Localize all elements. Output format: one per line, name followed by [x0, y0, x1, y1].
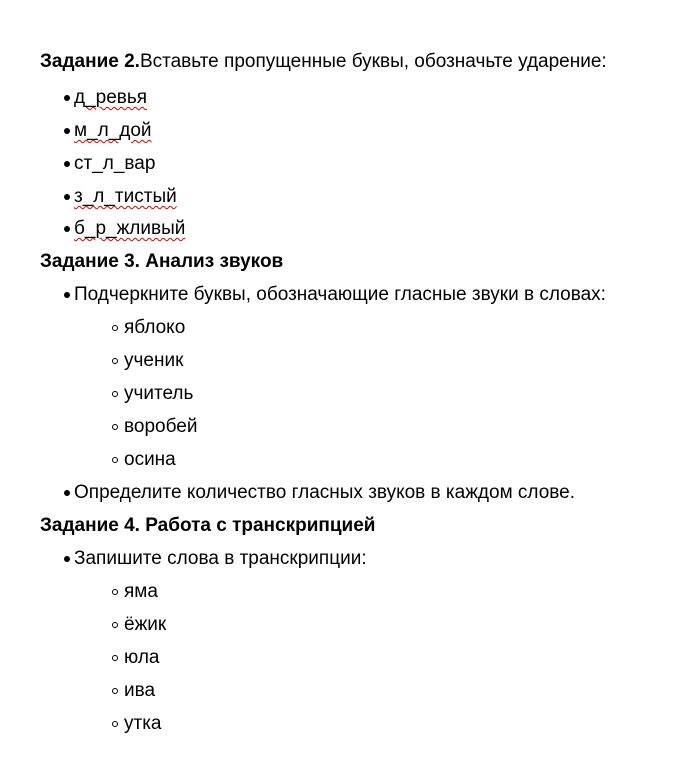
task3-heading — [40, 250, 283, 274]
task3-word-item — [112, 349, 183, 373]
bullet-icon — [64, 226, 70, 232]
bullet-icon — [64, 194, 70, 200]
bullet-icon — [64, 490, 70, 496]
task2-list-item — [64, 152, 155, 176]
bullet-icon — [64, 95, 70, 101]
task4-heading — [40, 514, 375, 538]
task4-word-item — [112, 712, 162, 736]
circle-bullet-icon — [112, 655, 118, 661]
task3-word: яблоко — [124, 317, 186, 338]
task4-title: Задание 4. Работа с транскрипцией — [40, 515, 376, 536]
task3-word-item — [112, 415, 197, 439]
task3-word: учитель — [124, 383, 194, 404]
task4-word-item — [112, 646, 160, 670]
task4-word-item — [112, 613, 166, 637]
task2-list-item — [64, 217, 185, 241]
task4-word: яма — [124, 581, 158, 602]
task2-word: м_л_дой — [74, 120, 152, 141]
task3-word: осина — [124, 449, 176, 470]
task3-word-item — [112, 448, 176, 472]
task4-instruction — [64, 547, 367, 571]
task3-word-item — [112, 316, 185, 340]
task2-heading — [40, 50, 607, 74]
task4-word: ива — [124, 680, 156, 701]
circle-bullet-icon — [112, 424, 118, 430]
circle-bullet-icon — [112, 622, 118, 628]
task4-word-item — [112, 580, 158, 604]
task2-title-rest: Вставьте пропущенные буквы, обозначьте ударение: — [139, 51, 607, 72]
task3-title: Задание 3. Анализ звуков — [40, 251, 284, 272]
task4-word: ёжик — [124, 614, 167, 635]
task3-word: ученик — [124, 350, 184, 371]
task4-word: утка — [124, 713, 162, 734]
task2-title-bold: Задание 2. — [40, 51, 140, 72]
task2-list-item — [64, 86, 147, 110]
task4-instruction-text: Запишите слова в транскрипции: — [74, 548, 367, 569]
task3-instruction-text: Определите количество гласных звуков в каждом слове. — [74, 482, 576, 503]
task2-list-item — [64, 119, 152, 143]
task4-word-item — [112, 679, 155, 703]
bullet-icon — [64, 128, 70, 134]
task2-word: д_ревья — [74, 87, 148, 108]
circle-bullet-icon — [112, 721, 118, 727]
task3-word: воробей — [124, 416, 198, 437]
bullet-icon — [64, 292, 70, 298]
circle-bullet-icon — [112, 358, 118, 364]
circle-bullet-icon — [112, 688, 118, 694]
task2-word: з_л_тистый — [74, 186, 177, 207]
bullet-icon — [64, 556, 70, 562]
task3-word-item — [112, 382, 193, 406]
task2-list-item — [64, 185, 177, 209]
circle-bullet-icon — [112, 391, 118, 397]
circle-bullet-icon — [112, 457, 118, 463]
task3-instruction-text: Подчеркните буквы, обозначающие гласные звуки в словах: — [74, 284, 606, 305]
task4-word: юла — [124, 647, 160, 668]
circle-bullet-icon — [112, 325, 118, 331]
task3-instruction — [64, 481, 575, 505]
task2-word: б_р_жливый — [74, 218, 186, 239]
task2-word: ст_л_вар — [74, 153, 156, 174]
bullet-icon — [64, 161, 70, 167]
task3-instruction — [64, 283, 606, 307]
circle-bullet-icon — [112, 589, 118, 595]
